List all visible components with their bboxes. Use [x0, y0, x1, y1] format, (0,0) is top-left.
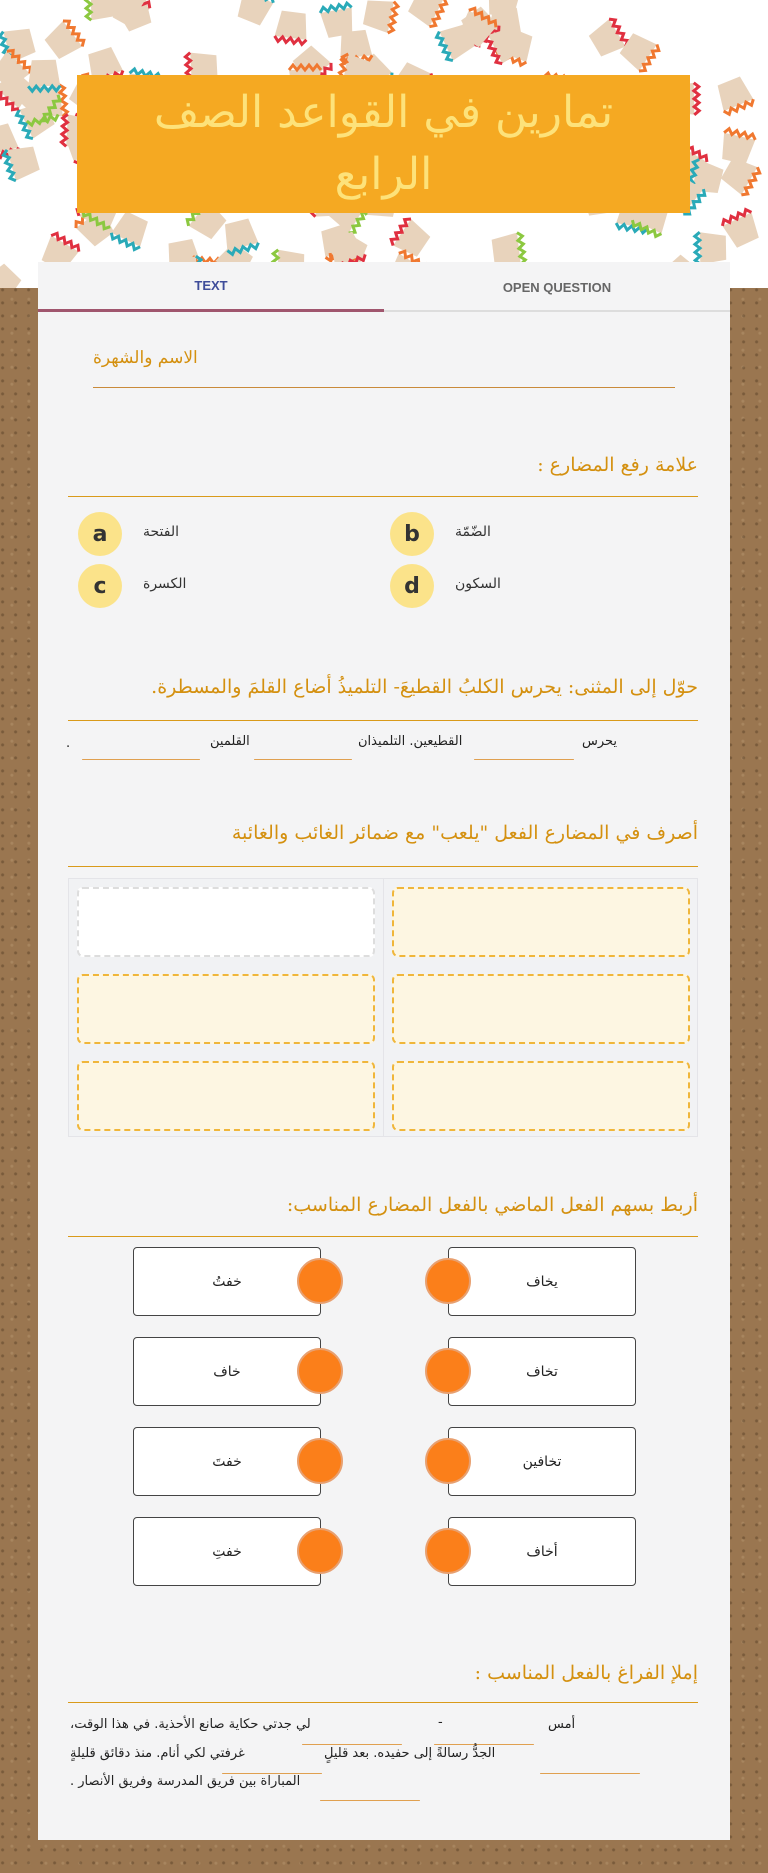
confetti-shard: [714, 75, 755, 116]
match-right-item[interactable]: يخاف: [448, 1247, 636, 1316]
q5-text: -: [438, 1715, 443, 1730]
q5-text: لي جدتي حكاية صانع الأحذية. في هذا الوقت،: [70, 1717, 311, 1732]
divider: [68, 866, 698, 867]
match-left-item[interactable]: خاف: [133, 1337, 321, 1406]
match-left-connector[interactable]: [297, 1258, 343, 1304]
q5-blank-1[interactable]: [434, 1744, 534, 1745]
tab-text[interactable]: TEXT: [38, 262, 384, 312]
q2-blank-1[interactable]: [474, 759, 574, 760]
table-cell[interactable]: [392, 1061, 690, 1131]
match-right-item[interactable]: تخاف: [448, 1337, 636, 1406]
tab-open-question[interactable]: OPEN QUESTION: [502, 279, 612, 295]
option-c-badge[interactable]: c: [78, 564, 122, 608]
header-banner: [0, 0, 768, 288]
match-left-item[interactable]: خفتِ: [133, 1517, 321, 1586]
q3-heading: أصرف في المضارع الفعل "يلعب" مع ضمائر الغائب والغائبة: [231, 822, 698, 844]
confetti-shard: [0, 261, 24, 288]
divider: [383, 879, 384, 1136]
confetti-shard: [234, 0, 275, 27]
match-left-item[interactable]: خفتُ: [133, 1247, 321, 1316]
confetti-shard: [406, 0, 448, 29]
confetti-shard: [86, 0, 118, 20]
option-b-badge[interactable]: b: [390, 512, 434, 556]
q5-blank-2[interactable]: [302, 1744, 402, 1745]
confetti-shard: [42, 18, 86, 62]
q5-text: المباراة بين فريق المدرسة وفريق الأنصار .: [70, 1774, 301, 1789]
name-label: الاسم والشهرة: [93, 348, 198, 368]
match-left-connector[interactable]: [297, 1348, 343, 1394]
confetti-shard: [719, 154, 762, 197]
option-c-label[interactable]: الكسرة: [143, 576, 187, 592]
q2-blank-3[interactable]: [82, 759, 200, 760]
q2-heading: حوّل إلى المثنى: يحرس الكلبُ القطيعَ- التلميذُ أضاع القلمَ والمسطرة.: [151, 676, 698, 698]
divider: [68, 1702, 698, 1703]
q5-heading: إملإ الفراغ بالفعل المناسب :: [474, 1662, 698, 1684]
name-input[interactable]: [93, 387, 675, 388]
table-cell[interactable]: [392, 974, 690, 1044]
option-d-badge[interactable]: d: [390, 564, 434, 608]
match-left-connector[interactable]: [297, 1438, 343, 1484]
match-right-item[interactable]: أخاف: [448, 1517, 636, 1586]
table-cell[interactable]: [77, 887, 375, 957]
confetti-shard: [362, 0, 399, 34]
conjugation-table: [68, 878, 698, 1137]
title-box: [77, 75, 690, 213]
option-a-badge[interactable]: a: [78, 512, 122, 556]
q5-text: أمس: [548, 1717, 576, 1732]
confetti-shard: [720, 208, 762, 250]
option-b-label[interactable]: الضّمّة: [455, 524, 491, 540]
table-cell[interactable]: [77, 974, 375, 1044]
match-right-connector[interactable]: [425, 1258, 471, 1304]
worksheet-card: [38, 262, 730, 1840]
q2-blank-2[interactable]: [254, 759, 352, 760]
confetti-shard: [109, 209, 151, 251]
divider: [68, 496, 698, 497]
match-right-item[interactable]: تخافين: [448, 1427, 636, 1496]
confetti-shard: [274, 10, 310, 45]
q5-blank-3[interactable]: [540, 1773, 640, 1774]
q5-blank-5[interactable]: [320, 1800, 420, 1801]
q1-heading: علامة رفع المضارع :: [537, 454, 698, 476]
match-right-connector[interactable]: [425, 1348, 471, 1394]
q2-word: .: [66, 736, 71, 751]
match-left-connector[interactable]: [297, 1528, 343, 1574]
match-right-connector[interactable]: [425, 1438, 471, 1484]
q2-word: القلمين: [210, 734, 250, 749]
q2-word: يحرس: [582, 734, 618, 749]
confetti-shard: [695, 232, 727, 265]
tab-bar: [38, 262, 730, 312]
q5-text: غرفتي لكي أنام. منذ دقائق قليلةٍ: [70, 1746, 245, 1761]
divider: [68, 1236, 698, 1237]
q5-text: الجدُّ رسالةً إلى حفيده. بعد قليلٍ: [324, 1746, 496, 1761]
option-a-label[interactable]: الفتحة: [143, 524, 180, 540]
divider: [68, 720, 698, 721]
option-d-label[interactable]: السكون: [455, 576, 501, 592]
table-cell[interactable]: [392, 887, 690, 957]
match-left-item[interactable]: خفتَ: [133, 1427, 321, 1496]
q2-word: القطيعين. التلميذان: [358, 734, 463, 749]
table-cell[interactable]: [77, 1061, 375, 1131]
page-title: تمارين في القواعد الصف الرابع: [153, 87, 614, 200]
q4-heading: أربط بسهم الفعل الماضي بالفعل المضارع المناسب:: [286, 1194, 698, 1216]
match-right-connector[interactable]: [425, 1528, 471, 1574]
confetti-shard: [389, 216, 433, 260]
